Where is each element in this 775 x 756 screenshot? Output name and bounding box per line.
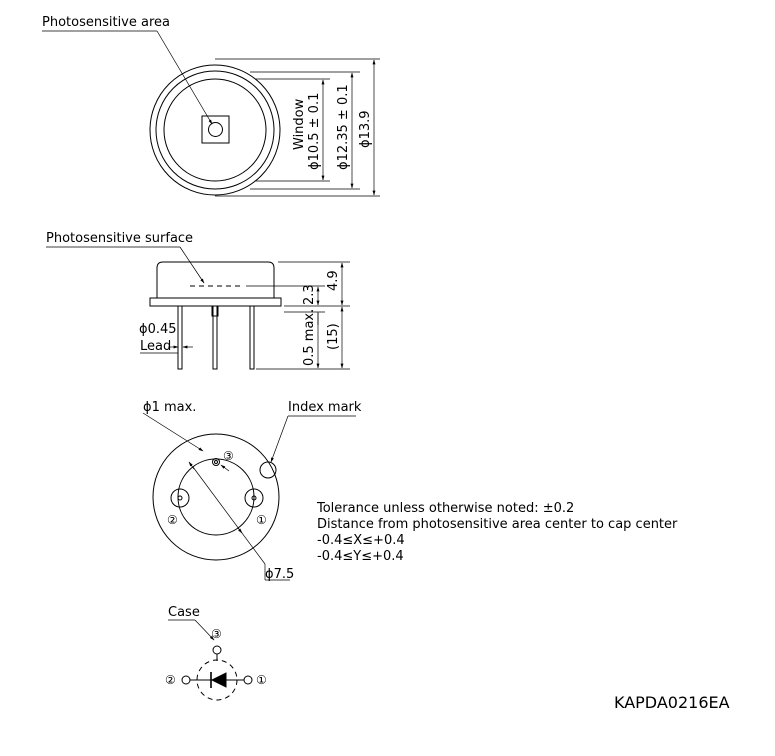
outer-circle: [150, 65, 280, 195]
lead-length-dimension: (15): [326, 323, 341, 350]
drawing-code: KAPDA0216EA: [614, 693, 730, 712]
height-dimension: 4.9: [326, 270, 341, 291]
window-dimension: ϕ10.5 ± 0.1: [307, 92, 322, 170]
outer-dimension: ϕ13.9: [358, 110, 373, 148]
index-mark: [260, 462, 276, 478]
photosensitive-area-label: Photosensitive area: [42, 15, 171, 30]
pcd-label: ϕ7.5: [265, 567, 295, 582]
photosensitive-area-square: [202, 116, 229, 143]
side-view: [46, 231, 350, 369]
pin-diameter-label: ϕ1 max.: [143, 400, 197, 415]
case-label: Case: [168, 605, 200, 620]
photosensitive-surface-label: Photosensitive surface: [46, 231, 194, 246]
note-tolerance: Tolerance unless otherwise noted: ±0.2: [317, 501, 575, 516]
top-view: [42, 15, 380, 196]
bottom-outer-circle: [153, 434, 279, 560]
cap-dimension: ϕ12.35 ± 0.1: [336, 84, 351, 170]
photodiode-symbol: [212, 673, 226, 687]
notes: [316, 501, 678, 564]
index-mark-label: Index mark: [288, 400, 362, 415]
flange-dimension: 0.5 max.: [302, 308, 317, 366]
note-x-range: -0.4≤X≤+0.4: [317, 533, 405, 548]
cap-body: [157, 262, 274, 298]
pin-1-number: ①: [256, 513, 267, 527]
schematic-pin-1-number: ①: [256, 673, 267, 687]
pin-3-number: ③: [223, 449, 234, 463]
lead-left: [178, 306, 182, 369]
lead-label: Lead: [140, 339, 172, 354]
cap-circle: [156, 71, 274, 189]
flange: [150, 298, 281, 306]
pin-2: [178, 496, 182, 500]
pin-3: [213, 459, 220, 466]
window-label: Window: [292, 98, 307, 150]
pin-2-number: ②: [167, 513, 178, 527]
note-y-range: -0.4≤Y≤+0.4: [317, 549, 404, 564]
window-circle: [164, 79, 266, 181]
schematic-pin-1: [244, 676, 252, 684]
schematic: [165, 605, 267, 700]
pin-2-pad: [171, 489, 189, 507]
schematic-pin-3-number: ③: [211, 627, 222, 641]
note-distance: Distance from photosensitive area center to cap center: [317, 517, 678, 532]
schematic-pin-3: [213, 646, 221, 654]
lead-right: [250, 306, 254, 369]
photosensitive-area-circle: [209, 123, 223, 137]
surface-dimension: 2.3: [302, 284, 317, 305]
schematic-pin-2: [182, 676, 190, 684]
lead-center: [213, 306, 217, 369]
schematic-pin-2-number: ②: [165, 673, 176, 687]
lead-diameter: ϕ0.45: [139, 322, 177, 337]
